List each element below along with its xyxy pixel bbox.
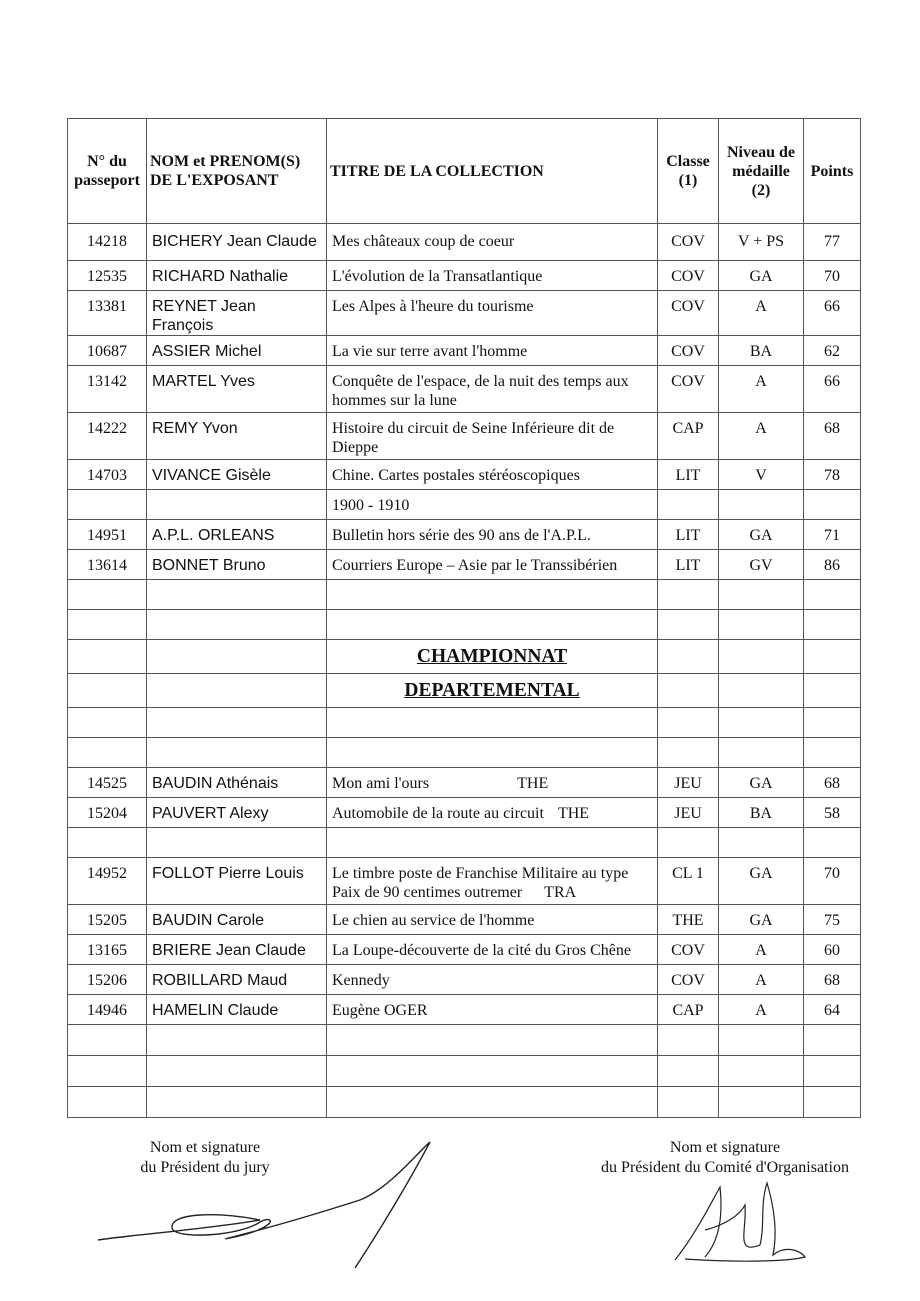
exhibitor-name-cell: ASSIER Michel	[147, 336, 327, 366]
empty-cell	[147, 828, 327, 858]
collection-title: L'évolution de la Transatlantique	[332, 268, 543, 285]
collection-title: Conquête de l'espace, de la nuit des temps aux hommes sur la lune	[332, 373, 629, 409]
empty-cell	[327, 1087, 658, 1118]
class-cell: CAP	[658, 413, 719, 460]
passport-number-cell: 14703	[68, 460, 147, 490]
medal-level-cell: A	[719, 291, 804, 336]
table-header-row	[68, 119, 861, 224]
header-title: TITRE DE LA COLLECTION	[327, 119, 658, 224]
points-cell: 68	[804, 965, 861, 995]
exhibitor-name-cell: BRIERE Jean Claude	[147, 935, 327, 965]
class-cell: CAP	[658, 995, 719, 1025]
empty-cell	[327, 1025, 658, 1056]
collection-title-cell	[327, 965, 658, 995]
table-row	[68, 261, 861, 291]
empty-cell	[719, 828, 804, 858]
table-row	[68, 858, 861, 905]
points-cell	[804, 490, 861, 520]
empty-cell	[658, 828, 719, 858]
medal-level-cell: A	[719, 413, 804, 460]
points-cell: 75	[804, 905, 861, 935]
empty-cell	[804, 1025, 861, 1056]
points-cell: 68	[804, 413, 861, 460]
header-passport: N° du passeport	[68, 119, 147, 224]
empty-cell	[327, 1056, 658, 1087]
medal-level-cell: GV	[719, 550, 804, 580]
collection-title: Eugène OGER	[332, 1002, 428, 1019]
exhibitor-name-cell: REMY Yvon	[147, 413, 327, 460]
empty-cell	[658, 708, 719, 738]
points-cell: 58	[804, 798, 861, 828]
empty-cell	[147, 708, 327, 738]
class-cell	[658, 490, 719, 520]
empty-cell	[719, 640, 804, 674]
empty-cell	[327, 738, 658, 768]
empty-cell	[147, 738, 327, 768]
collection-title: Kennedy	[332, 972, 390, 989]
exhibitor-name-cell: BAUDIN Carole	[147, 905, 327, 935]
table-row	[68, 905, 861, 935]
empty-cell	[68, 610, 147, 640]
empty-row	[68, 1087, 861, 1118]
empty-cell	[147, 1087, 327, 1118]
passport-number-cell: 10687	[68, 336, 147, 366]
empty-row	[68, 708, 861, 738]
collection-title: Les Alpes à l'heure du tourisme	[332, 298, 534, 315]
collection-title: Mon ami l'ours	[332, 775, 430, 792]
passport-number-cell: 15204	[68, 798, 147, 828]
empty-cell	[804, 580, 861, 610]
header-medal: Niveau de médaille (2)	[719, 119, 804, 224]
points-cell: 86	[804, 550, 861, 580]
committee-signature-label	[585, 1138, 865, 1177]
table-row	[68, 291, 861, 336]
passport-number-cell: 15206	[68, 965, 147, 995]
collection-title-cell	[327, 490, 658, 520]
empty-cell	[327, 580, 658, 610]
class-cell: LIT	[658, 460, 719, 490]
empty-cell	[68, 738, 147, 768]
collection-title-cell	[327, 550, 658, 580]
collection-title: Chine. Cartes postales stéréoscopiques	[332, 467, 580, 484]
header-name: NOM et PRENOM(S) DE L'EXPOSANT	[147, 119, 327, 224]
empty-cell	[719, 1087, 804, 1118]
collection-title: Le timbre poste de Franchise Militaire au type Paix de 90 centimes outremer	[332, 865, 629, 901]
empty-cell	[658, 1056, 719, 1087]
section-heading: DEPARTEMENTAL	[327, 674, 658, 708]
collection-title: La vie sur terre avant l'homme	[332, 343, 528, 360]
class-cell: COV	[658, 336, 719, 366]
header-class: Classe (1)	[658, 119, 719, 224]
medal-level-cell: A	[719, 965, 804, 995]
empty-row	[68, 738, 861, 768]
collection-title-cell	[327, 798, 658, 828]
empty-cell	[68, 640, 147, 674]
collection-title-cell	[327, 995, 658, 1025]
empty-cell	[147, 640, 327, 674]
empty-cell	[719, 1056, 804, 1087]
exhibitor-name-cell: MARTEL Yves	[147, 366, 327, 413]
table-row	[68, 490, 861, 520]
empty-cell	[658, 610, 719, 640]
empty-row	[68, 1025, 861, 1056]
empty-cell	[658, 580, 719, 610]
collection-tag: THE	[517, 775, 549, 792]
exhibitor-name-cell: FOLLOT Pierre Louis	[147, 858, 327, 905]
exhibitor-name-cell: HAMELIN Claude	[147, 995, 327, 1025]
section-heading-row	[68, 640, 861, 674]
collection-tag: TRA	[544, 884, 577, 901]
class-cell: LIT	[658, 520, 719, 550]
collection-title: 1900 - 1910	[332, 497, 410, 514]
passport-number-cell: 13165	[68, 935, 147, 965]
exhibitor-name-cell: BICHERY Jean Claude	[147, 224, 327, 261]
class-cell: JEU	[658, 798, 719, 828]
table-row	[68, 550, 861, 580]
medal-level-cell: BA	[719, 336, 804, 366]
passport-number-cell: 14525	[68, 768, 147, 798]
exhibitor-name-cell: BAUDIN Athénais	[147, 768, 327, 798]
collection-title: La Loupe-découverte de la cité du Gros Chêne	[332, 942, 631, 959]
empty-cell	[68, 580, 147, 610]
empty-cell	[804, 1087, 861, 1118]
exhibitor-name-cell	[147, 490, 327, 520]
empty-cell	[147, 1025, 327, 1056]
empty-cell	[68, 1087, 147, 1118]
collection-title: Le chien au service de l'homme	[332, 912, 535, 929]
medal-level-cell	[719, 490, 804, 520]
medal-level-cell: A	[719, 935, 804, 965]
class-cell: COV	[658, 935, 719, 965]
collection-title-cell	[327, 413, 658, 460]
medal-level-cell: GA	[719, 905, 804, 935]
medal-level-cell: A	[719, 366, 804, 413]
class-cell: COV	[658, 291, 719, 336]
table-row	[68, 935, 861, 965]
medal-level-cell: V + PS	[719, 224, 804, 261]
table-row	[68, 366, 861, 413]
points-cell: 68	[804, 768, 861, 798]
empty-cell	[68, 1025, 147, 1056]
empty-cell	[658, 674, 719, 708]
empty-cell	[147, 1056, 327, 1087]
points-cell: 70	[804, 261, 861, 291]
empty-cell	[147, 610, 327, 640]
empty-cell	[658, 640, 719, 674]
empty-cell	[719, 674, 804, 708]
results-table	[67, 118, 861, 1118]
empty-cell	[804, 610, 861, 640]
empty-cell	[804, 640, 861, 674]
points-cell: 62	[804, 336, 861, 366]
class-cell: LIT	[658, 550, 719, 580]
empty-cell	[719, 708, 804, 738]
passport-number-cell: 15205	[68, 905, 147, 935]
class-cell: THE	[658, 905, 719, 935]
jury-signature-line1: Nom et signature	[149, 1139, 261, 1156]
medal-level-cell: GA	[719, 261, 804, 291]
table-row	[68, 995, 861, 1025]
collection-title-cell	[327, 905, 658, 935]
passport-number-cell: 14951	[68, 520, 147, 550]
points-cell: 66	[804, 291, 861, 336]
passport-number-cell: 14952	[68, 858, 147, 905]
table-row	[68, 520, 861, 550]
collection-title-cell	[327, 858, 658, 905]
collection-title: Mes châteaux coup de coeur	[332, 233, 515, 250]
exhibitor-name-cell: PAUVERT Alexy	[147, 798, 327, 828]
empty-cell	[804, 738, 861, 768]
medal-level-cell: GA	[719, 858, 804, 905]
empty-cell	[658, 738, 719, 768]
header-points: Points	[804, 119, 861, 224]
points-cell: 64	[804, 995, 861, 1025]
empty-cell	[327, 610, 658, 640]
exhibitor-name-cell: A.P.L. ORLEANS	[147, 520, 327, 550]
collection-title-cell	[327, 291, 658, 336]
collection-title: Automobile de la route au circuit	[332, 805, 544, 822]
empty-cell	[719, 610, 804, 640]
passport-number-cell: 13381	[68, 291, 147, 336]
passport-number-cell	[68, 490, 147, 520]
points-cell: 77	[804, 224, 861, 261]
empty-cell	[68, 708, 147, 738]
empty-cell	[327, 828, 658, 858]
empty-cell	[147, 580, 327, 610]
points-cell: 71	[804, 520, 861, 550]
empty-cell	[658, 1087, 719, 1118]
class-cell: COV	[658, 366, 719, 413]
section-heading: CHAMPIONNAT	[327, 640, 658, 674]
empty-cell	[804, 828, 861, 858]
collection-title: Courriers Europe – Asie par le Transsibérien	[332, 557, 618, 574]
collection-title: Histoire du circuit de Seine Inférieure dit de Dieppe	[332, 420, 615, 456]
class-cell: COV	[658, 965, 719, 995]
committee-president-signature	[665, 1175, 815, 1265]
collection-title-cell	[327, 520, 658, 550]
medal-level-cell: BA	[719, 798, 804, 828]
collection-title-cell	[327, 261, 658, 291]
collection-title-cell	[327, 224, 658, 261]
empty-cell	[658, 1025, 719, 1056]
passport-number-cell: 13614	[68, 550, 147, 580]
empty-row	[68, 828, 861, 858]
empty-cell	[719, 738, 804, 768]
collection-title-cell	[327, 768, 658, 798]
exhibitor-name-cell: BONNET Bruno	[147, 550, 327, 580]
passport-number-cell: 14218	[68, 224, 147, 261]
empty-cell	[327, 708, 658, 738]
empty-row	[68, 610, 861, 640]
medal-level-cell: A	[719, 995, 804, 1025]
points-cell: 78	[804, 460, 861, 490]
medal-level-cell: GA	[719, 520, 804, 550]
empty-row	[68, 1056, 861, 1087]
committee-signature-line1: Nom et signature	[669, 1139, 781, 1156]
collection-title-cell	[327, 366, 658, 413]
jury-signature-line2: du Président du jury	[140, 1158, 270, 1176]
empty-cell	[804, 708, 861, 738]
exhibitor-name-cell: RICHARD Nathalie	[147, 261, 327, 291]
table-row	[68, 460, 861, 490]
class-cell: COV	[658, 261, 719, 291]
collection-title-cell	[327, 935, 658, 965]
empty-cell	[147, 674, 327, 708]
empty-cell	[68, 1056, 147, 1087]
table-row	[68, 798, 861, 828]
table-row	[68, 336, 861, 366]
class-cell: JEU	[658, 768, 719, 798]
collection-title-cell	[327, 336, 658, 366]
passport-number-cell: 12535	[68, 261, 147, 291]
collection-title-cell	[327, 460, 658, 490]
medal-level-cell: GA	[719, 768, 804, 798]
exhibitor-name-cell: REYNET Jean François	[147, 291, 327, 336]
points-cell: 66	[804, 366, 861, 413]
jury-president-signature	[90, 1140, 440, 1275]
empty-cell	[719, 580, 804, 610]
passport-number-cell: 13142	[68, 366, 147, 413]
section-heading-row	[68, 674, 861, 708]
table-row	[68, 224, 861, 261]
collection-title: Bulletin hors série des 90 ans de l'A.P.L.	[332, 527, 591, 544]
empty-cell	[804, 1056, 861, 1087]
exhibitor-name-cell: ROBILLARD Maud	[147, 965, 327, 995]
empty-cell	[68, 828, 147, 858]
committee-signature-line2: du Président du Comité d'Organisation	[601, 1158, 849, 1176]
medal-level-cell: V	[719, 460, 804, 490]
exhibitor-name-cell: VIVANCE Gisèle	[147, 460, 327, 490]
empty-cell	[719, 1025, 804, 1056]
empty-row	[68, 580, 861, 610]
table-body	[68, 224, 861, 1118]
collection-tag: THE	[557, 805, 590, 822]
class-cell: COV	[658, 224, 719, 261]
points-cell: 70	[804, 858, 861, 905]
passport-number-cell: 14946	[68, 995, 147, 1025]
passport-number-cell: 14222	[68, 413, 147, 460]
table-row	[68, 768, 861, 798]
table-row	[68, 413, 861, 460]
empty-cell	[804, 674, 861, 708]
points-cell: 60	[804, 935, 861, 965]
class-cell: CL 1	[658, 858, 719, 905]
table-row	[68, 965, 861, 995]
empty-cell	[68, 674, 147, 708]
